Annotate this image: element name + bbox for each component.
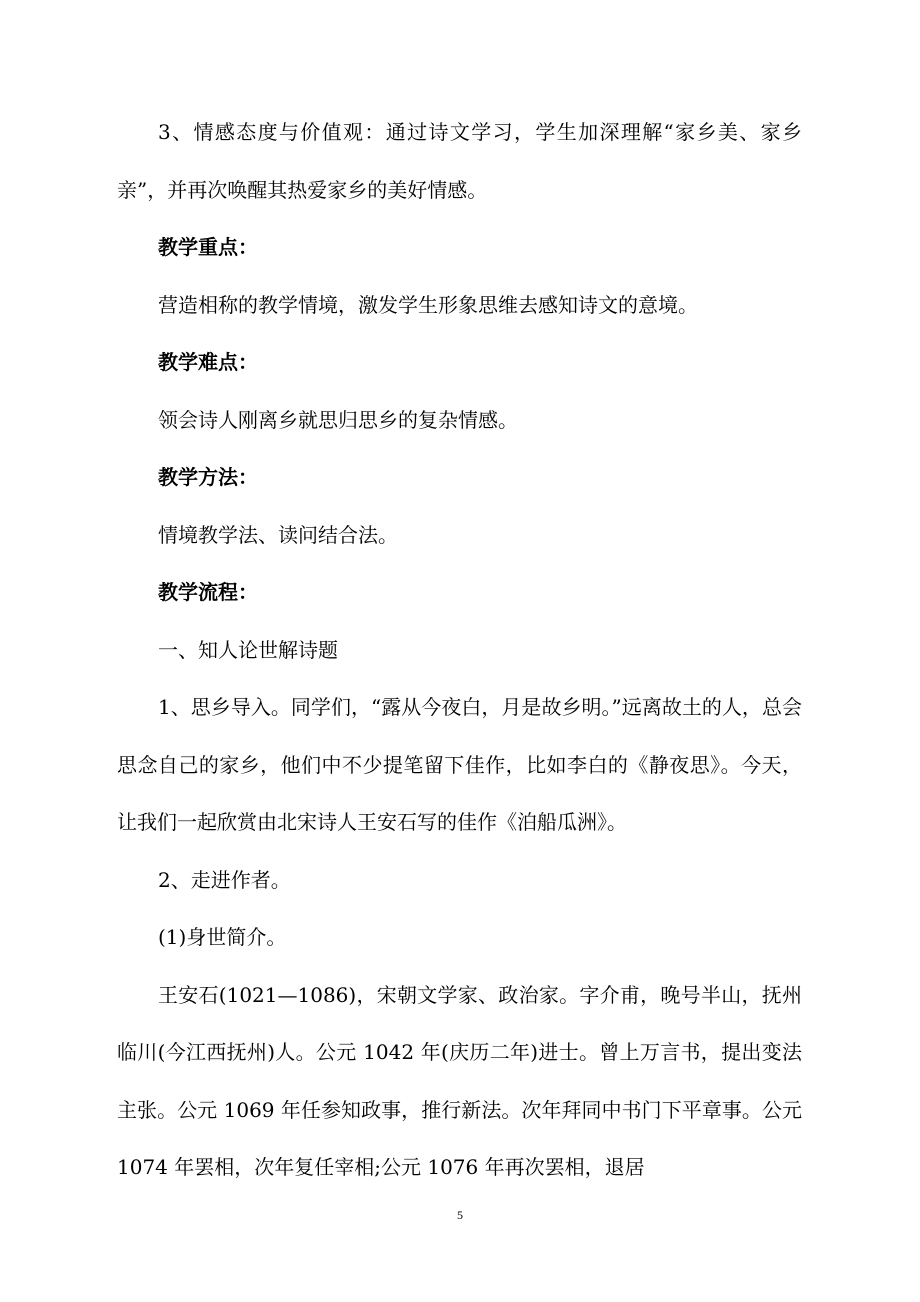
document-body	[117, 104, 802, 1197]
paragraph-section-one: 一、知人论世解诗题	[158, 637, 338, 662]
paragraph-meet-author: 2、走进作者。	[158, 867, 291, 892]
heading-teaching-method: 教学方法：	[158, 465, 258, 489]
heading-teaching-focus: 教学重点：	[158, 235, 258, 259]
paragraph-author-bio: 王安石(1021—1086)，宋朝文学家、政治家。字介甫，晚号半山，抚州临川(今江西抚州)人。公元 1042 年(庆历二年)进士。曾上万言书，提出变法主张。公元 1069 年任参知政事，推行新法。次年拜同中书门下平章事。公元 1074 年罢相，次年复任宰相;公元 1076 年再次罢相，退居	[117, 982, 802, 1179]
paragraph-bio-title: (1)身世简介。	[158, 925, 287, 949]
page-number: 5	[457, 1208, 463, 1222]
paragraph-teaching-method: 情境教学法、读问结合法。	[158, 522, 398, 547]
paragraph-emotion-goal: 3、情感态度与价值观：通过诗文学习，学生加深理解“家乡美、家乡亲”，并再次唤醒其热爱家乡的美好情感。	[117, 120, 802, 202]
paragraph-introduction: 1、思乡导入。同学们，“露从今夜白，月是故乡明。”远离故土的人，总会思念自己的家乡，他们中不少提笔留下佳作，比如李白的《静夜思》。今天，让我们一起欣赏由北宋诗人王安石写的佳作《泊船瓜洲》。	[117, 695, 802, 834]
heading-teaching-process: 教学流程：	[158, 580, 258, 604]
heading-teaching-difficulty: 教学难点：	[158, 350, 258, 374]
paragraph-teaching-focus: 营造相称的教学情境，激发学生形象思维去感知诗文的意境。	[158, 292, 698, 317]
paragraph-teaching-difficulty: 领会诗人刚离乡就思归思乡的复杂情感。	[158, 407, 518, 432]
